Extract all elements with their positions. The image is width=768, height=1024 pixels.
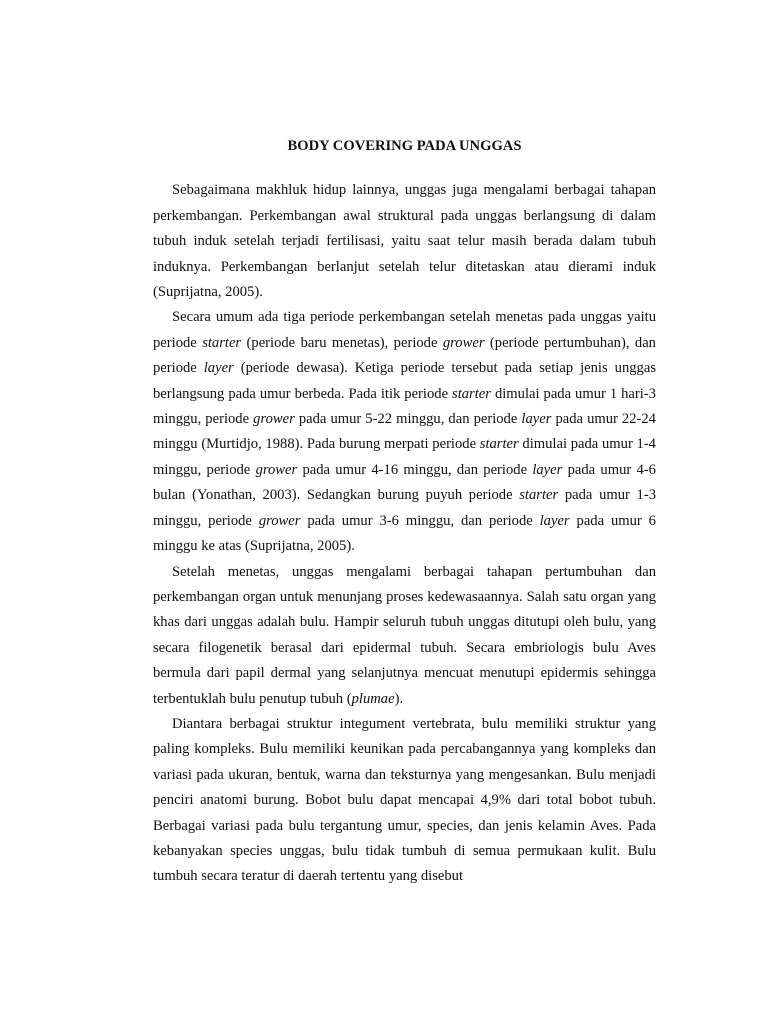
text-run: (periode pertumbuhan), dan periode — [153, 334, 656, 377]
text-run: Sebagaimana makhluk hidup lainnya, unggas juga mengalami berbagai tahapan perkembangan. Perkembangan awal struktural pada unggas berlangsung di dalam tubuh induk setelah terjadi fertilisasi, yaitu saat telur masih berada dalam tubuh induknya. Perkembangan berlanjut setelah telur ditetaskan atau dierami induk (Suprijatna, 2005). — [153, 182, 656, 301]
text-run: (periode dewasa). Ketiga periode tersebut pada setiap jenis unggas berlangsung pada umur berbeda. Pada itik periode — [153, 360, 656, 402]
text-run: dimulai pada umur 1-4 minggu, periode — [153, 436, 656, 478]
text-run: dimulai pada umur 1 hari-3 minggu, periode — [153, 385, 656, 428]
page-title: BODY COVERING PADA UNGGAS — [287, 138, 522, 154]
text-run: pada umur 6 minggu ke atas (Suprijatna, 2005). — [153, 512, 656, 555]
text-run: Secara umum ada tiga periode perkembangan setelah menetas pada unggas yaitu periode — [153, 309, 656, 351]
italic-term: layer — [532, 461, 563, 478]
italic-term: starter — [479, 436, 519, 453]
text-run: ). — [394, 690, 404, 707]
italic-term: grower — [255, 461, 298, 478]
document-page — [153, 134, 656, 890]
text-run: pada umur 22-24 minggu (Murtidjo, 1988). Pada burung merpati periode — [153, 411, 656, 453]
italic-term: grower — [253, 411, 295, 428]
text-run: pada umur 3-6 minggu, dan periode — [300, 512, 540, 529]
paragraph — [153, 560, 656, 712]
text-run: Diantara berbagai struktur integument vertebrata, bulu memiliki struktur yang paling kompleks. Bulu memiliki keunikan pada percabangannya yang kompleks dan variasi pada ukuran, bentuk, warna dan teksturnya yang mengesankan. Bulu menjadi penciri anatomi burung. Bobot bulu dapat mencapai 4,9% dari total bobot tubuh. Berbagai variasi pada bulu tergantung umur, species, dan jenis kelamin Aves. Pada kebanyakan species unggas, bulu tidak tumbuh di semua permukaan kulit. Bulu tumbuh secara teratur di daerah tertentu yang disebut — [153, 715, 656, 885]
text-run: pada umur 4-6 bulan (Yonathan, 2003). Sedangkan burung puyuh periode — [153, 461, 656, 504]
italic-term: grower — [442, 334, 485, 351]
italic-term: layer — [203, 360, 234, 377]
paragraph — [153, 712, 656, 890]
italic-term: layer — [539, 512, 570, 529]
paragraph — [153, 178, 656, 305]
document-body — [153, 178, 656, 889]
italic-term: plumae — [351, 690, 395, 707]
paragraph — [153, 305, 656, 559]
text-run: pada umur 4-16 minggu, dan periode — [297, 461, 533, 478]
text-run: (periode baru menetas), periode — [241, 334, 443, 351]
text-run: pada umur 5-22 minggu, dan periode — [294, 411, 522, 428]
italic-term: layer — [521, 411, 552, 428]
italic-term: grower — [258, 512, 301, 529]
text-run: pada umur 1-3 minggu, periode — [153, 487, 656, 529]
italic-term: starter — [452, 385, 491, 402]
text-run: Setelah menetas, unggas mengalami berbagai tahapan pertumbuhan dan perkembangan organ untuk menunjang proses kedewasaannya. Salah satu organ yang khas dari unggas adalah bulu. Hampir seluruh tubuh unggas ditutupi oleh bulu, yang secara filogenetik berasal dari epidermal tubuh. Secara embriologis bulu Aves bermula dari papil dermal yang selanjutnya mencuat menutupi epidermis sehingga terbentuklah bulu penutup tubuh ( — [153, 563, 656, 707]
italic-term: starter — [519, 487, 559, 504]
italic-term: starter — [202, 334, 242, 351]
